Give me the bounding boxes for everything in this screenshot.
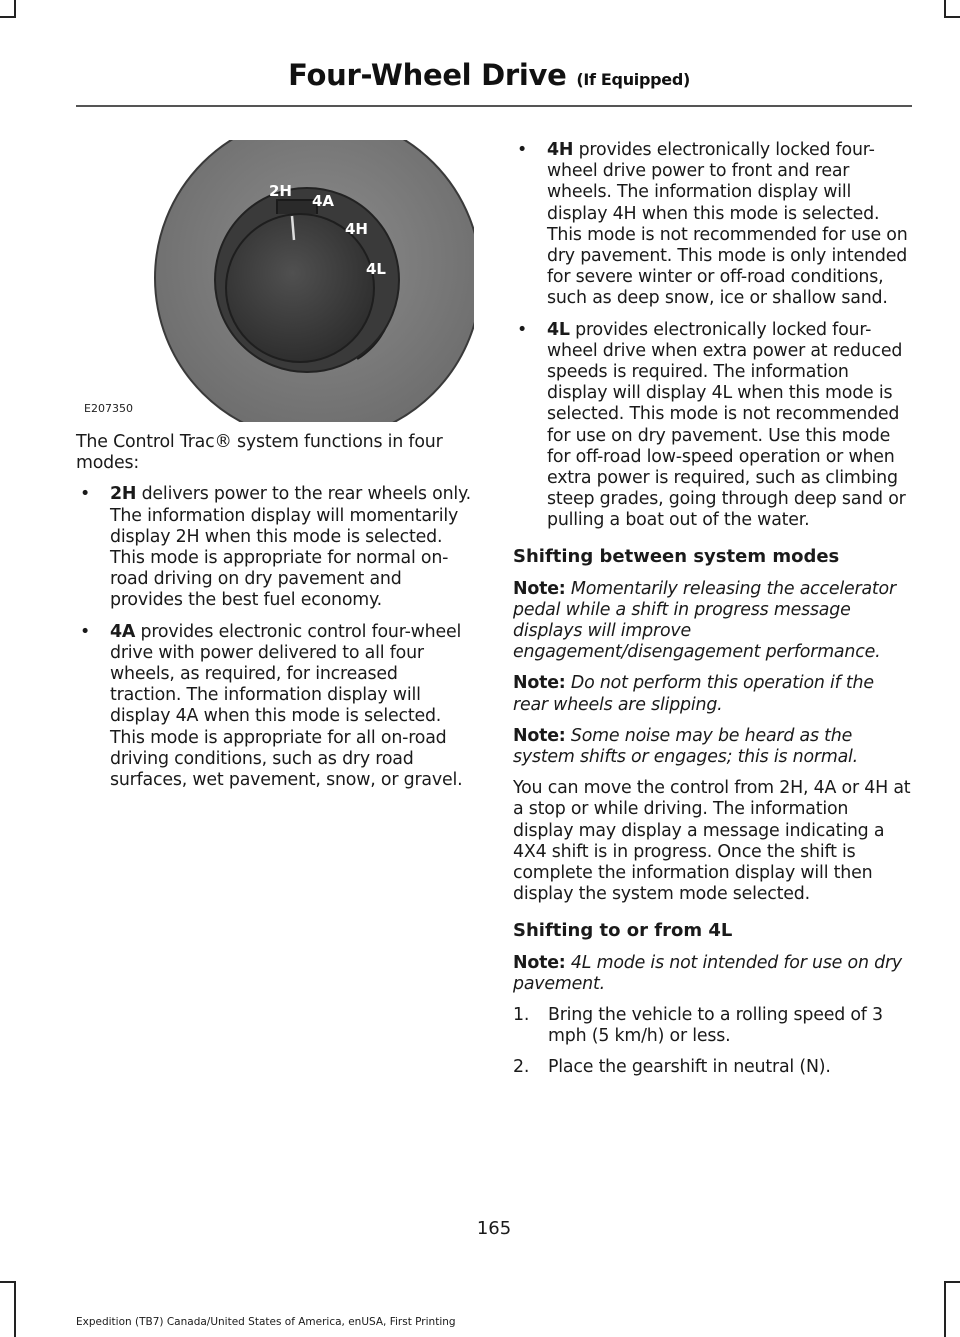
title-main: Four-Wheel Drive <box>288 58 567 92</box>
header-rule <box>76 105 912 107</box>
note-label: Note: <box>513 673 566 694</box>
note-label: Note: <box>513 725 566 746</box>
list-item <box>76 622 474 792</box>
mode-description: provides electronically locked four-wheel drive when extra power at reduced speeds is required. The information display will display 4L when this mode is selected. This mode is not recommended for use on dry pavement. Use this mode for off-road low-speed operation or when extra power is required, such as climbing steep grades, going through deep sand or pulling a boat out of the water. <box>547 319 906 531</box>
dial-label-2h: 2H <box>269 182 292 200</box>
mode-description: provides electronic control four-wheel drive with power delivered to all four wheels, as required, for increased traction. The information display will display 4A when this mode is selected. This mode is appropriate for all on-road driving conditions, such as dry road surfaces, wet pavement, snow, or gravel. <box>110 621 463 791</box>
title-suffix: (If Equipped) <box>576 70 690 89</box>
note <box>513 579 911 664</box>
right-column <box>513 140 911 1089</box>
note-text: Do not perform this operation if the rear wheels are slipping. <box>513 673 874 715</box>
mode-list-right <box>513 140 911 532</box>
crop-mark <box>944 1281 960 1283</box>
note <box>513 673 911 715</box>
steps-list <box>513 1005 911 1079</box>
list-item <box>513 320 911 532</box>
list-item <box>513 140 911 310</box>
mode-key: 4L <box>547 319 570 340</box>
note-label: Note: <box>513 578 566 599</box>
step-number: 1. <box>513 1004 530 1025</box>
mode-description: delivers power to the rear wheels only. The information display will momentarily display 2H when this mode is selected. This mode is appropriate for normal on-road driving on dry pavement and provides the best fuel economy. <box>110 484 471 611</box>
note-label: Note: <box>513 952 566 973</box>
note-text: Momentarily releasing the accelerator pedal while a shift in progress message displays will improve engagement/disengagement performance. <box>513 578 896 663</box>
dial-label-4a: 4A <box>312 192 335 210</box>
crop-mark <box>944 16 960 18</box>
control-dial-figure <box>76 140 474 422</box>
dial-label-4h: 4H <box>345 220 368 238</box>
intro-paragraph: The Control Trac® system functions in four modes: <box>76 432 443 474</box>
mode-list-left <box>76 484 474 791</box>
section-heading-shifting-4l: Shifting to or from 4L <box>513 919 733 941</box>
step-text: Place the gearshift in neutral (N). <box>548 1057 831 1078</box>
crop-mark <box>0 16 16 18</box>
mode-description: provides electronically locked four-wheel drive power to front and rear wheels. The information display will display 4H when this mode is selected. This mode is not recommended for use on dry pavement. This mode is only intended for severe winter or off-road conditions, such as deep snow, ice or shallow sand. <box>547 140 908 309</box>
step-text: Bring the vehicle to a rolling speed of 3 mph (5 km/h) or less. <box>548 1004 883 1047</box>
dial-label-4l: 4L <box>366 260 386 278</box>
page-number: 165 <box>476 1218 512 1239</box>
crop-mark <box>14 1281 16 1337</box>
list-item <box>513 1057 911 1078</box>
note-text: Some noise may be heard as the system shifts or engages; this is normal. <box>513 725 859 768</box>
step-number: 2. <box>513 1057 530 1078</box>
mode-key: 4H <box>547 140 574 160</box>
left-column <box>76 140 474 801</box>
note-text: 4L mode is not intended for use on dry pavement. <box>513 952 902 994</box>
list-item <box>513 1005 911 1047</box>
mode-key: 4A <box>110 621 136 642</box>
list-item <box>76 484 474 611</box>
figure-id: E207350 <box>84 402 133 415</box>
crop-mark <box>0 1281 16 1283</box>
four-wheel-drive-dial-icon <box>76 140 474 422</box>
body-paragraph: You can move the control from 2H, 4A or 4H at a stop or while driving. The information display may display a message indicating a 4X4 shift is in progress. Once the shift is complete the information display will then display the system mode selected. <box>513 778 911 905</box>
note <box>513 726 911 768</box>
note <box>513 953 911 995</box>
footer-text: Expedition (TB7) Canada/United States of America, enUSA, First Printing <box>76 1316 456 1328</box>
mode-key: 2H <box>110 484 137 505</box>
crop-mark <box>944 1281 946 1337</box>
section-heading-shifting-modes: Shifting between system modes <box>513 545 840 567</box>
page-title <box>288 58 690 92</box>
